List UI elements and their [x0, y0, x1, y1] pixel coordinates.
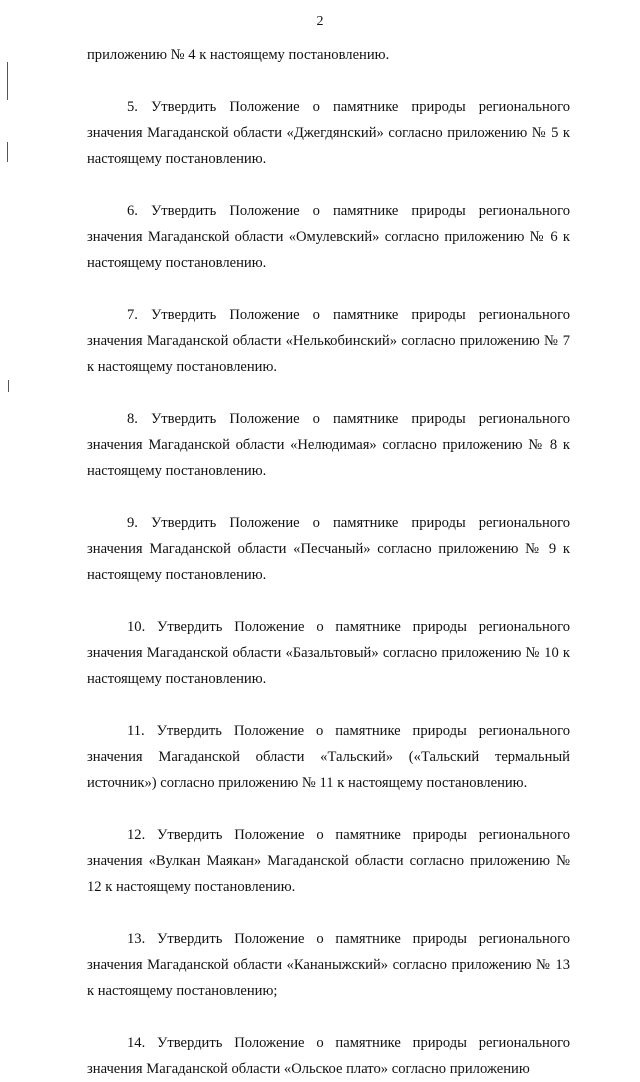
document-body: [87, 42, 570, 1082]
page-number: 2: [316, 14, 324, 29]
paragraph-item-8: 8. Утвердить Положение о памятнике природы регионального значения Магаданской области «Нелюдимая» согласно приложению № 8 к настоящему постановлению.: [87, 411, 570, 479]
scan-mark: [7, 62, 8, 100]
paragraph-item-13: 13. Утвердить Положение о памятнике природы регионального значения Магаданской области «Кананыжский» согласно приложению № 13 к настоящему постановлению;: [87, 931, 570, 999]
paragraph-item-7: 7. Утвердить Положение о памятнике природы регионального значения Магаданской области «Нелькобинский» согласно приложению № 7 к настоящему постановлению.: [87, 307, 570, 375]
paragraph-item-10: 10. Утвердить Положение о памятнике природы регионального значения Магаданской области «Базальтовый» согласно приложению № 10 к настоящему постановлению.: [87, 619, 570, 687]
scan-mark: [8, 380, 9, 392]
paragraph-item-14: 14. Утвердить Положение о памятнике природы регионального значения Магаданской области «Ольское плато» согласно приложению: [87, 1035, 570, 1077]
paragraph-continuation: приложению № 4 к настоящему постановлению.: [87, 47, 390, 63]
paragraph-item-11: 11. Утвердить Положение о памятнике природы регионального значения Магаданской области «Тальский» («Тальский термальный источник») согласно приложению № 11 к настоящему постановлению.: [87, 723, 570, 791]
paragraph-item-6: 6. Утвердить Положение о памятнике природы регионального значения Магаданской области «Омулевский» согласно приложению № 6 к настоящему постановлению.: [87, 203, 570, 271]
paragraph-item-5: 5. Утвердить Положение о памятнике природы регионального значения Магаданской области «Джегдянский» согласно приложению № 5 к настоящему постановлению.: [87, 99, 570, 167]
paragraph-item-9: 9. Утвердить Положение о памятнике природы регионального значения Магаданской области «Песчаный» согласно приложению № 9 к настоящему постановлению.: [87, 515, 570, 583]
scan-mark: [7, 142, 8, 162]
paragraph-item-12: 12. Утвердить Положение о памятнике природы регионального значения «Вулкан Маякан» Магаданской области согласно приложению № 12 к настоящему постановлению.: [87, 827, 570, 895]
